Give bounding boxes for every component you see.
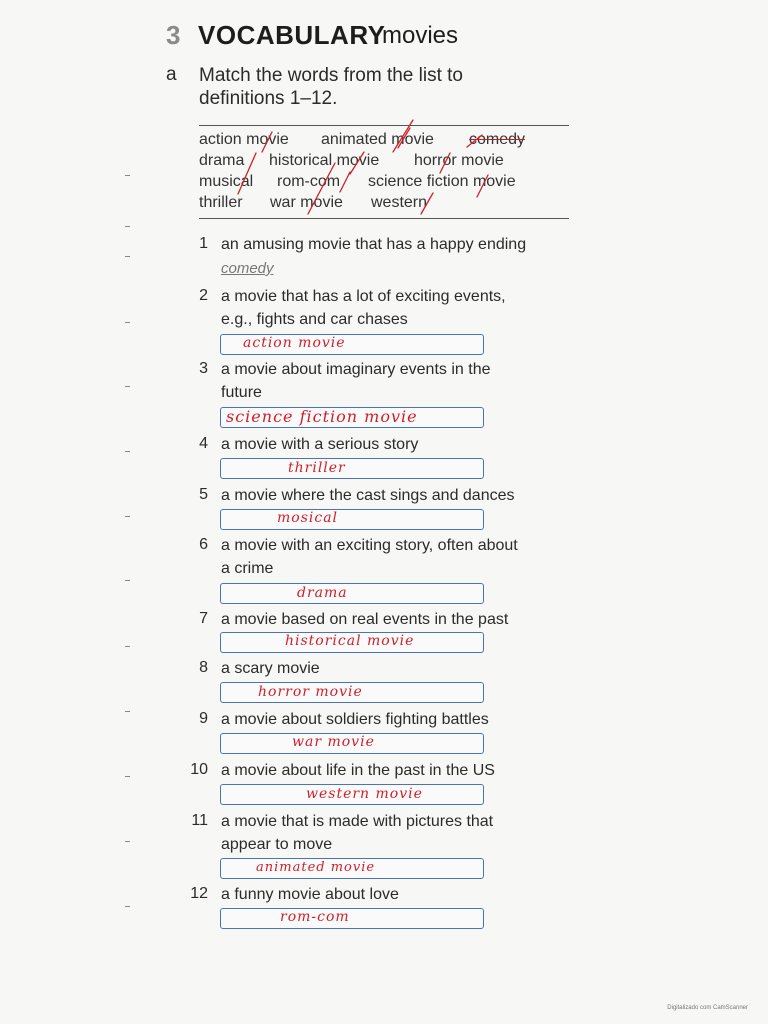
question-text-continued: a crime [221,560,274,577]
question-text: a movie based on real events in the past [221,611,509,628]
word-list-item: historical movie [269,152,380,169]
handwritten-answer: western movie [306,786,423,802]
section-number: 3 [166,20,181,50]
word-list-item: animated movie [321,131,434,148]
question-text-continued: e.g., fights and car chases [221,311,408,328]
margin-dash [125,906,130,907]
question-number: 4 [199,435,208,452]
word-list-item: drama [199,152,245,169]
word-list-bottom-rule [199,218,569,219]
word-list-item: action movie [199,131,289,148]
handwritten-answer: thriller [288,460,346,476]
instruction-text: Match the words from the list to definitions 1–12. [199,65,463,109]
handwritten-answer: animated movie [256,860,376,875]
question-text: a scary movie [221,660,320,677]
section-subtitle: movies [382,22,459,49]
question-number: 6 [199,536,208,553]
margin-dash [125,776,130,777]
margin-dash [125,451,130,452]
handwritten-answer: rom-com [280,909,350,925]
margin-dash [125,386,130,387]
word-list-item: war movie [270,194,343,211]
question-text: a movie with a serious story [221,436,419,453]
example-answer: comedy [221,260,274,277]
handwritten-answer: drama [297,585,348,601]
word-list-item: horror movie [414,152,504,169]
handwritten-answer: historical movie [285,633,415,649]
question-number: 11 [191,812,208,829]
handwritten-answer: action movie [243,335,346,351]
question-text: a movie with an exciting story, often about [221,537,518,554]
handwritten-answer: horror movie [258,684,363,700]
answer-box[interactable] [220,583,484,604]
word-list-item: musical [199,173,254,190]
question-number: 8 [199,659,208,676]
margin-dash [125,841,130,842]
question-text: a movie about life in the past in the US [221,762,495,779]
margin-dash [125,175,130,176]
margin-dash [125,646,130,647]
word-list-item: science fiction movie [368,173,516,190]
question-number: 12 [190,885,208,902]
handwritten-answer: science fiction movie [226,407,418,426]
question-number: 1 [199,235,208,252]
question-number: 10 [190,761,208,778]
answer-box[interactable] [220,509,484,530]
question-text: a movie where the cast sings and dances [221,487,515,504]
question-number: 3 [199,360,208,377]
scanner-footer: Digitalizado com CamScanner [667,1005,748,1011]
margin-dash [125,711,130,712]
question-number: 2 [199,287,208,304]
word-list-item: western [371,194,428,211]
question-text: a movie that is made with pictures that [221,813,494,830]
word-list-item: rom-com [277,173,341,190]
question-text: an amusing movie that has a happy ending [221,236,527,253]
question-text: a movie about imaginary events in the [221,361,491,378]
answer-box[interactable] [220,908,484,929]
margin-dash [125,580,130,581]
question-number: 5 [199,486,208,503]
handwritten-answer: war movie [292,734,375,750]
section-title: VOCABULARY [198,20,386,50]
question-text: a funny movie about love [221,886,399,903]
question-text-continued: future [221,384,262,401]
question-text: a movie that has a lot of exciting events, [221,288,506,305]
handwritten-answer: mosical [277,510,339,526]
margin-dash [125,226,130,227]
question-text: a movie about soldiers fighting battles [221,711,489,728]
question-text-continued: appear to move [221,836,333,853]
word-list-item-example: comedy [469,131,526,148]
word-list-item: thriller [199,194,243,211]
margin-dash [125,256,130,257]
margin-dash [125,516,130,517]
handwritten-tick-marks [0,0,768,230]
answer-box[interactable] [220,458,484,479]
question-number: 7 [199,610,208,627]
margin-dash [125,322,130,323]
part-letter: a [166,64,177,85]
question-number: 9 [199,710,208,727]
